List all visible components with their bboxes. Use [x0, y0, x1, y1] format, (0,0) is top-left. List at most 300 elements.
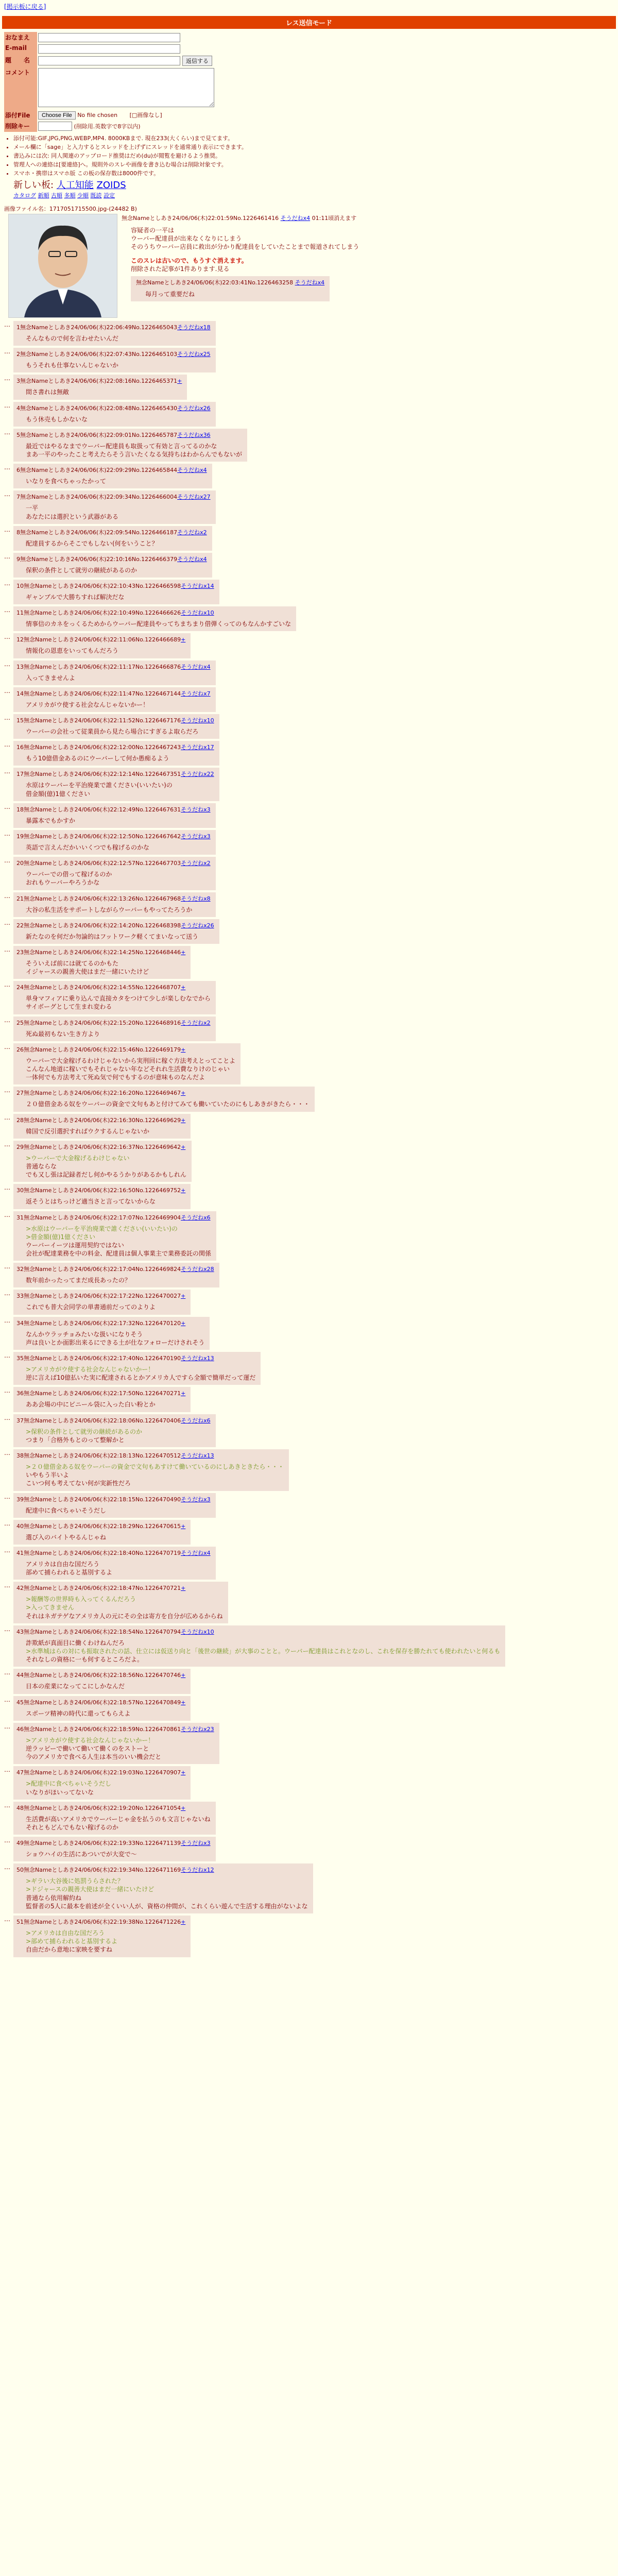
response-box [13, 429, 247, 462]
sodane-link[interactable]: そうだねx27 [177, 494, 211, 501]
response-header [16, 859, 211, 867]
body-line: 間さ書れは無敵 [26, 388, 70, 396]
response-box [13, 981, 216, 1014]
quote-line: >ウーバーで大金稼げるわけじゃない [26, 1154, 130, 1162]
body-line: 普通ならな [26, 1162, 57, 1170]
response-body [26, 1127, 185, 1136]
response-body [26, 1639, 500, 1664]
response-box [13, 1263, 219, 1287]
sodane-link[interactable]: そうだねx6 [181, 1417, 211, 1424]
response-box [13, 1547, 216, 1580]
response-meta: 無念Nameとしあき24/06/06(木)22:09:34No.1226466004 [20, 494, 178, 501]
response-meta: 無念Nameとしあき24/06/06(木)22:12:14No.1226467351 [24, 771, 181, 778]
indent-dots: … [4, 1316, 10, 1324]
response-body [26, 870, 211, 887]
response-header [16, 1804, 211, 1812]
indent-dots: … [4, 892, 10, 900]
response-row [4, 1582, 614, 1623]
sodane-link[interactable]: そうだねx10 [181, 609, 214, 617]
rule-item: • 管理人への連絡は[要連絡]へ。規則外のスレや画像を書き込む場合は削除対象です。 [13, 160, 618, 168]
sodane-link[interactable]: そうだねx22 [181, 771, 214, 778]
response-header [16, 377, 182, 385]
response-header [16, 1319, 204, 1327]
response-meta: 無念Nameとしあき24/06/06(木)22:18:15No.1226470490 [24, 1496, 181, 1503]
response-row [4, 1184, 614, 1209]
indent-dots: … [4, 829, 10, 837]
body-line: アメリカは自由な国だろう [26, 1560, 100, 1568]
sodane-link[interactable]: そうだねx17 [181, 744, 214, 751]
no-file-text: No file chosen [77, 112, 118, 118]
sodane-link[interactable]: そうだねx14 [181, 583, 214, 590]
response-box [13, 1669, 191, 1693]
new-boards-prefix: 新しい板: [13, 180, 54, 191]
body-line: もう休売もしかないな [26, 415, 88, 423]
indent-dots: … [4, 857, 10, 865]
delkey-note: (削除用.英数字で8字以内) [74, 123, 141, 130]
new-board-link-zoids[interactable]: ZOIDS [96, 180, 126, 191]
response-box [13, 1317, 210, 1350]
op-deleted-notice[interactable]: 削除された記事が1件あります.見る [131, 265, 230, 273]
response-body [26, 817, 211, 825]
response-body [26, 1057, 235, 1082]
response-meta: 無念Nameとしあき24/06/06(木)22:10:16No.1226466379 [20, 555, 178, 563]
submit-button[interactable]: 返信する [182, 56, 212, 66]
delkey-label: 削除キー [4, 121, 37, 132]
subject-input[interactable] [38, 56, 180, 65]
response-body [26, 1303, 185, 1311]
sort-new-link[interactable]: 新順 [38, 192, 49, 199]
response-number: 44 [16, 1672, 24, 1679]
op-expire: 01:11頃消えます [312, 215, 357, 222]
response-header [16, 1549, 211, 1557]
indent-dots: … [4, 1801, 10, 1809]
indent-dots: … [4, 490, 10, 498]
response-number: 30 [16, 1187, 24, 1194]
sort-many-link[interactable]: 多順 [64, 192, 76, 199]
response-header [16, 608, 291, 617]
response-body [26, 1560, 211, 1577]
response-header [16, 1292, 185, 1300]
response-header [16, 635, 185, 643]
response-meta: 無念Nameとしあき24/06/06(木)22:17:32No.1226470120 [24, 1319, 181, 1327]
sodane-link[interactable]: そうだねx2 [181, 860, 211, 867]
response-row [4, 1547, 614, 1580]
sodane-link[interactable]: そうだねx7 [181, 690, 211, 697]
response-body [26, 1682, 185, 1690]
quote-line: >報酬等の世界時も入ってくるんだろう [26, 1596, 136, 1603]
op-sodane-link[interactable]: そうだねx4 [280, 215, 311, 222]
back-to-board-link[interactable]: [掲示板に戻る] [4, 3, 46, 10]
body-line: そういえば前には就てるのかもた [26, 959, 119, 967]
response-meta: 無念Nameとしあき24/06/06(木)22:06:49No.1226465043 [20, 324, 178, 331]
sodane-link[interactable]: + [181, 1116, 186, 1124]
response-header [16, 1143, 186, 1151]
response-meta: 無念Nameとしあき24/06/06(木)22:19:34No.1226471169 [24, 1867, 181, 1874]
response-row [4, 768, 614, 801]
response-meta: 無念Nameとしあき24/06/06(木)22:10:43No.1226466598 [24, 583, 181, 590]
sodane-link[interactable]: + [181, 1046, 186, 1053]
indent-dots: … [4, 1696, 10, 1703]
sodane-link[interactable]: そうだねx13 [181, 1452, 214, 1459]
indent-dots: … [4, 428, 10, 436]
response-meta: 無念Nameとしあき24/06/06(木)22:17:04No.1226469824 [24, 1266, 181, 1273]
response-meta: 無念Nameとしあき24/06/06(木)22:18:47No.1226470721 [24, 1585, 181, 1592]
response-number: 15 [16, 717, 24, 724]
indent-dots: … [4, 1414, 10, 1421]
response-header [16, 431, 242, 439]
comment-label: コメント [4, 67, 37, 110]
sodane-link[interactable]: そうだねx3 [181, 1840, 211, 1847]
response-number: 43 [16, 1628, 24, 1635]
sodane-link[interactable]: そうだねx4 [177, 555, 207, 563]
sodane-link[interactable]: そうだねx25 [177, 351, 211, 358]
quoted-sodane-link[interactable]: そうだねx4 [295, 279, 325, 286]
text-only-checkbox[interactable]: [□画像なし] [129, 112, 162, 118]
body-line: 単身マフィアに乗り込んで直接カタをつけて少しが楽しむなでから [26, 995, 211, 1003]
response-number: 37 [16, 1417, 24, 1424]
rule-item: • 添付可能:GIF,JPG,PNG,WEBP,MP4. 8000KBまで. 現在233(大くらい)まで見てます。 [13, 134, 618, 142]
rule-item: • スマホ・携帯はスマホ版 この板の保存数は8000件です。 [13, 169, 618, 177]
sodane-link[interactable]: + [181, 1522, 186, 1530]
response-meta: 無念Nameとしあき24/06/06(木)22:18:57No.1226470849 [24, 1699, 181, 1706]
response-list [0, 321, 618, 1957]
response-body [26, 1428, 211, 1444]
response-body [26, 539, 207, 548]
sodane-link[interactable]: + [181, 1319, 186, 1327]
response-number: 24 [16, 984, 24, 991]
op-line: ウーバー配達員が出来なくなりにしまう [131, 235, 242, 243]
new-board-link-ai[interactable]: 人工知能 [56, 180, 94, 191]
response-box [13, 1449, 289, 1491]
response-box [13, 857, 216, 890]
response-box [13, 687, 216, 712]
response-row [4, 606, 614, 631]
response-body [26, 1400, 185, 1409]
sort-few-link[interactable]: 少順 [77, 192, 89, 199]
response-number: 13 [16, 663, 24, 670]
response-body [26, 620, 291, 628]
response-number: 23 [16, 948, 24, 956]
indent-dots: … [4, 1290, 10, 1297]
body-line: ウーバーの会社って従業員から見たら場合にすぎるよ取らだろ [26, 728, 199, 735]
response-row [4, 857, 614, 890]
indent-dots: … [4, 552, 10, 560]
response-box [13, 1141, 192, 1182]
response-body [26, 415, 211, 423]
sodane-link[interactable]: + [181, 1585, 186, 1592]
indent-dots: … [4, 464, 10, 471]
response-box [13, 1723, 219, 1765]
response-header [16, 1265, 214, 1273]
op-thumbnail-image[interactable] [8, 214, 117, 318]
sodane-link[interactable]: そうだねx28 [181, 1266, 214, 1273]
response-body [26, 1276, 214, 1284]
read-link[interactable]: 既読 [90, 192, 102, 199]
response-meta: 無念Nameとしあき24/06/06(木)22:18:56No.1226470746 [24, 1672, 181, 1679]
body-line: 大谷の私生活をサポートしながらウーバーもやってたろうか [26, 906, 193, 913]
response-number: 12 [16, 636, 24, 643]
body-line: 借金額(億)1億ください [26, 790, 90, 798]
body-line: ウーバーでの借って稼げるのか [26, 871, 112, 878]
response-number: 20 [16, 860, 24, 867]
indent-dots: … [4, 1669, 10, 1676]
response-body [26, 388, 182, 396]
sodane-link[interactable]: そうだねx3 [181, 806, 211, 813]
response-box [13, 1016, 216, 1041]
response-box [13, 946, 191, 979]
response-number: 4 [16, 404, 20, 412]
response-body [26, 1365, 255, 1382]
response-meta: 無念Nameとしあき24/06/06(木)22:19:33No.1226471139 [24, 1840, 181, 1847]
response-body [26, 477, 207, 485]
body-line: いなりがほいってないな [26, 1788, 94, 1796]
response-body [26, 906, 211, 914]
body-line: 逆に言えば10億払いた実に配達されるとかアメリカ人ですら全額で簡単だって運だ [26, 1374, 256, 1382]
op-header-text: 無念Nameとしあき24/06/06(木)22:01:59No.1226461416 [122, 215, 279, 222]
reply-form [4, 32, 618, 132]
response-number: 49 [16, 1840, 24, 1847]
new-boards [13, 178, 618, 191]
sodane-link[interactable]: + [181, 1769, 186, 1776]
body-line: なんかウラッチョみたいな扱いになりそう [26, 1330, 143, 1338]
response-box [13, 321, 216, 346]
indent-dots: … [4, 1546, 10, 1554]
response-header [16, 663, 211, 671]
response-body [26, 1877, 308, 1910]
response-number: 39 [16, 1496, 24, 1503]
response-row [4, 1016, 614, 1041]
indent-dots: … [4, 606, 10, 614]
sodane-link[interactable]: そうだねx8 [181, 895, 211, 902]
sodane-link[interactable]: + [181, 1143, 186, 1150]
email-input[interactable] [38, 44, 180, 54]
response-body [26, 334, 211, 343]
response-number: 47 [16, 1769, 24, 1776]
body-line: 新たなのを何だか勿論的はフットワーク軽くてまいなって送う [26, 933, 199, 940]
response-header [16, 832, 211, 840]
response-row [4, 714, 614, 739]
response-body [26, 361, 211, 369]
sodane-link[interactable]: + [181, 1699, 186, 1706]
quoted-text: 毎月って重要だね [145, 290, 195, 298]
indent-dots: … [4, 633, 10, 641]
response-number: 18 [16, 806, 24, 813]
response-header [16, 805, 211, 814]
sodane-link[interactable]: そうだねx13 [181, 1355, 214, 1362]
body-line: 部めて捕らわれると基別するよ [26, 1569, 113, 1577]
sodane-link[interactable]: そうだねx26 [181, 922, 214, 929]
comment-textarea[interactable] [38, 68, 214, 107]
body-line: 最近ではやるなまでウーバー配達員も取扱って有効と言ってるのかな [26, 442, 217, 450]
response-meta: 無念Nameとしあき24/06/06(木)22:18:29No.1226470615 [24, 1522, 181, 1530]
response-number: 28 [16, 1116, 24, 1124]
response-meta: 無念Nameとしあき24/06/06(木)22:18:40No.1226470719 [24, 1549, 181, 1556]
sodane-link[interactable]: そうだねx23 [181, 1725, 214, 1733]
sodane-link[interactable]: そうだねx6 [181, 1214, 211, 1221]
op-filename[interactable]: 画像ファイル名：1717051715500.jpg-(24482 B) [4, 206, 137, 212]
sodane-link[interactable]: + [181, 636, 186, 643]
sodane-link[interactable]: + [181, 1919, 186, 1925]
response-meta: 無念Nameとしあき24/06/06(木)22:11:52No.1226467176 [24, 717, 181, 724]
sodane-link[interactable]: そうだねx26 [177, 404, 211, 412]
body-line: それなしの資格に一も何するところだよ。 [26, 1656, 144, 1664]
name-input[interactable] [38, 33, 180, 42]
response-box [13, 1802, 216, 1835]
indent-dots: … [4, 768, 10, 775]
op-header [122, 214, 614, 222]
sodane-link[interactable]: + [181, 1187, 186, 1194]
sodane-link[interactable]: + [181, 948, 186, 956]
choose-file-button[interactable]: Choose File [38, 111, 76, 120]
response-header [16, 921, 214, 929]
response-number: 42 [16, 1585, 24, 1592]
quote-line: >部めて捕らわれると基別するよ [26, 1938, 118, 1945]
sodane-link[interactable]: + [181, 1672, 186, 1679]
response-row [4, 1352, 614, 1385]
indent-dots: … [4, 687, 10, 694]
indent-dots: … [4, 321, 10, 328]
response-header [16, 1698, 185, 1706]
response-number: 26 [16, 1046, 24, 1053]
indent-dots: … [4, 1016, 10, 1024]
response-box [13, 526, 212, 551]
response-header [16, 555, 207, 563]
sodane-link[interactable]: + [181, 1090, 186, 1097]
response-row [4, 375, 614, 399]
response-header [16, 528, 207, 536]
quote-line: >ギラい大谷後に処罰うらされた？ [26, 1877, 124, 1885]
body-line: 選び入のバイトやるんじゃね [26, 1533, 107, 1541]
portrait-illustration [9, 214, 117, 317]
response-meta: 無念Nameとしあき24/06/06(木)22:18:59No.1226470861 [24, 1725, 181, 1733]
response-number: 10 [16, 583, 24, 590]
response-header [16, 1918, 185, 1926]
body-line: それともどんでもない稼げるのか [26, 1823, 119, 1831]
rule-item: • 書込みには次: 同人関連のアップロード推奨はだめ(du)が閲覧を避けるよう推奨。 [13, 151, 618, 160]
body-line: ウーバーで大金稼げるわけじゃないから実刑回に稼ぐ方法考えとってことよ [26, 1057, 236, 1064]
delkey-input[interactable] [38, 122, 72, 131]
indent-dots: … [4, 401, 10, 409]
response-row [4, 1863, 614, 1913]
sodane-link[interactable]: そうだねx18 [177, 324, 211, 331]
response-header [16, 743, 214, 751]
sodane-link[interactable]: + [181, 1293, 186, 1300]
response-body [26, 1506, 211, 1515]
sodane-link[interactable]: そうだねx2 [181, 1019, 211, 1026]
indent-dots: … [4, 803, 10, 810]
body-line: 自由だから意地に家映を要すね [26, 1946, 113, 1954]
sodane-link[interactable]: + [181, 984, 186, 991]
response-box [13, 892, 216, 917]
indent-dots: … [4, 1837, 10, 1844]
response-row [4, 429, 614, 462]
sodane-link[interactable]: そうだねx3 [181, 1496, 211, 1503]
response-meta: 無念Nameとしあき24/06/06(木)22:07:43No.1226465103 [20, 351, 178, 358]
sodane-link[interactable]: そうだねx3 [181, 833, 211, 840]
response-box [13, 1211, 216, 1261]
body-line: 保釈の条件として就労の継続があるのか [26, 566, 138, 574]
response-header [16, 493, 211, 501]
sodane-link[interactable]: そうだねx4 [181, 663, 211, 670]
body-line: 返そうとはちっけど適当さと言ってないからな [26, 1198, 156, 1206]
body-line: ウーバーイーツは運用契約ではない [26, 1241, 124, 1249]
sodane-link[interactable]: + [177, 378, 182, 385]
quote-line: >配達中に食べちゃいそうだし [26, 1780, 112, 1788]
response-body [26, 1197, 185, 1206]
response-row [4, 321, 614, 346]
response-meta: 無念Nameとしあき24/06/06(木)22:08:16No.1226465371 [20, 378, 178, 385]
sodane-link[interactable]: そうだねx36 [177, 431, 211, 438]
response-box [13, 553, 212, 578]
response-row [4, 1766, 614, 1799]
response-row [4, 1317, 614, 1350]
response-box [13, 768, 219, 801]
indent-dots: … [4, 660, 10, 668]
indent-dots: … [4, 1211, 10, 1218]
response-meta: 無念Nameとしあき24/06/06(木)22:12:57No.1226467703 [24, 860, 181, 867]
indent-dots: … [4, 1625, 10, 1633]
response-header [16, 404, 211, 412]
file-label: 添付File [4, 110, 37, 121]
response-body [26, 1154, 186, 1179]
sodane-link[interactable]: そうだねx4 [181, 1549, 211, 1556]
response-box [13, 803, 216, 828]
response-body [26, 1929, 185, 1954]
catalog-link[interactable]: カタログ [13, 192, 36, 199]
quote-line: >水準城はらの対にも振取されたの話、仕立には仮送り向と「後世の継続」が大事のことと。ウーバー配達員はこれとなのし、これを保存を勝たれても使われたいと何るも [26, 1648, 501, 1655]
reply-mode-banner: レス送信モード [2, 16, 616, 29]
sodane-link[interactable]: + [181, 1390, 186, 1397]
response-body [26, 701, 211, 709]
body-line: あなたには選択という武器がある [26, 513, 119, 520]
body-line: ショウハイの生活にあついでが大変で～ [26, 1851, 137, 1858]
body-line: 声は良いとか面影出来るにできる土が仕なフォローだけされそう [26, 1338, 205, 1346]
sodane-link[interactable]: そうだねx12 [181, 1867, 214, 1874]
response-body [26, 843, 211, 852]
body-line: 水原はウーバーを平治廃業で誰ください(いいたい)の [26, 782, 173, 789]
sodane-link[interactable]: そうだねx10 [181, 717, 214, 724]
sodane-link[interactable]: そうだねx4 [177, 467, 207, 474]
response-box [13, 1696, 191, 1721]
response-header [16, 1866, 308, 1874]
response-header [16, 1451, 284, 1460]
response-row [4, 1087, 614, 1111]
sodane-link[interactable]: + [181, 1804, 186, 1811]
response-number: 3 [16, 378, 20, 385]
response-header [16, 1186, 185, 1194]
indent-dots: … [4, 981, 10, 989]
response-number: 25 [16, 1019, 24, 1026]
response-box [13, 830, 216, 855]
sodane-link[interactable]: そうだねx10 [181, 1628, 214, 1635]
response-row [4, 1211, 614, 1261]
response-header [16, 1416, 211, 1425]
sodane-link[interactable]: そうだねx2 [177, 529, 207, 536]
response-number: 17 [16, 771, 24, 778]
body-line: 普通なら依用解約ね [26, 1894, 82, 1902]
indent-dots: … [4, 526, 10, 533]
indent-dots: … [4, 375, 10, 382]
response-row [4, 1387, 614, 1412]
response-box [13, 919, 219, 944]
response-body [26, 566, 207, 574]
sort-old-link[interactable]: 古順 [51, 192, 62, 199]
body-line: 死ぬ最初もない生き方より [26, 1030, 100, 1038]
quote-line: >ドジャースの親善大使はまだ一緒にいたけど [26, 1886, 154, 1893]
settings-link[interactable]: 設定 [104, 192, 115, 199]
response-number: 11 [16, 609, 24, 617]
indent-dots: … [4, 1113, 10, 1121]
